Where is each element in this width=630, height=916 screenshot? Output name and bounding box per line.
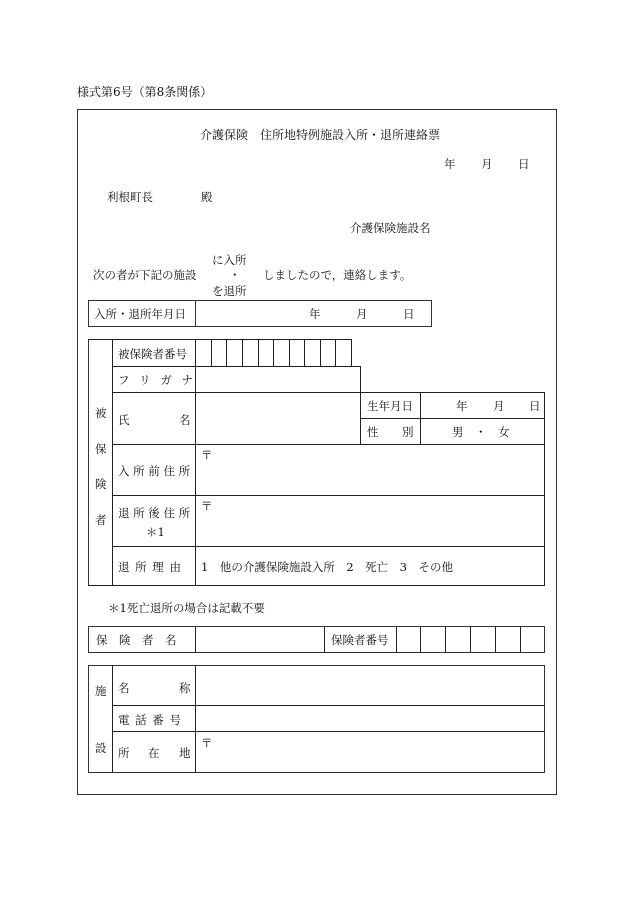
- new-address-label: 退 所 後 住 所: [118, 506, 191, 520]
- number-cell-divider: [320, 339, 321, 366]
- addressee: 利根町長: [107, 190, 153, 204]
- divider: [88, 585, 545, 586]
- divider: [324, 626, 325, 653]
- divider: [396, 626, 397, 653]
- sex-label-2: 別: [402, 425, 414, 439]
- facility-name-label-2: 称: [179, 681, 191, 695]
- divider: [112, 339, 113, 586]
- divider: [360, 418, 545, 419]
- facility-group-label-2: 設: [95, 741, 107, 755]
- insured-group-label-3: 険: [95, 477, 107, 491]
- number-cell-divider: [470, 626, 471, 653]
- divider: [112, 665, 113, 773]
- number-cell-divider: [226, 339, 227, 366]
- number-cell-divider: [304, 339, 305, 366]
- facility-postal-mark: 〒: [201, 736, 213, 750]
- number-cell-divider: [495, 626, 496, 653]
- divider: [112, 495, 545, 496]
- number-cell-divider: [258, 339, 259, 366]
- divider: [195, 300, 196, 327]
- notice-sep: ・: [229, 268, 241, 282]
- divider: [112, 546, 545, 547]
- divider: [112, 705, 545, 706]
- notice-opt2: を退所: [212, 284, 247, 298]
- number-cell-divider: [445, 626, 446, 653]
- divider: [195, 626, 196, 653]
- notice-suffix: しましたので，連絡します。: [263, 268, 412, 282]
- facility-address-label-3: 地: [179, 746, 191, 760]
- postal-mark: 〒: [201, 448, 213, 462]
- number-cell-divider: [335, 339, 336, 366]
- sex-options: 男 ・ 女: [452, 425, 510, 439]
- reason-options: 1 他の介護保険施設入所 2 死亡 3 その他: [201, 560, 453, 574]
- insurer-label: 保 険 者 名: [96, 633, 177, 647]
- form-number: 様式第6号（第8条関係）: [77, 85, 213, 99]
- number-cell-divider: [242, 339, 243, 366]
- name-label-1: 氏: [118, 413, 130, 427]
- footnote: ＊1死亡退所の場合は記載不要: [108, 601, 265, 615]
- facility-phone-label: 電 話 番 号: [118, 713, 182, 727]
- prev-address-label: 入 所 前 住 所: [118, 464, 191, 478]
- furigana-label: フ リ ガ ナ: [118, 373, 196, 387]
- number-cell-divider: [211, 339, 212, 366]
- new-address-note: ＊1: [146, 525, 165, 539]
- name-label-2: 名: [179, 413, 191, 427]
- date-month: 月: [481, 157, 493, 171]
- facility-address-label-1: 所: [118, 746, 130, 760]
- divider: [112, 392, 545, 393]
- facility-name-label: 介護保険施設名: [350, 221, 431, 235]
- divider: [112, 731, 545, 732]
- facility-group-label-1: 施: [95, 684, 107, 698]
- divider: [112, 444, 545, 445]
- move-date-year: 年: [309, 307, 321, 321]
- insurer-number-label: 保険者番号: [331, 633, 389, 647]
- number-cell-divider: [289, 339, 290, 366]
- form-title: 介護保険 住所地特例施設入所・退所連絡票: [200, 128, 441, 142]
- birth-label: 生年月日: [367, 399, 413, 413]
- number-cell-divider: [420, 626, 421, 653]
- sex-label-1: 性: [367, 425, 379, 439]
- notice-opt1: に入所: [212, 253, 247, 267]
- number-cell-divider: [273, 339, 274, 366]
- move-date-day: 日: [403, 307, 415, 321]
- divider: [195, 665, 196, 773]
- facility-name-label-1: 名: [118, 681, 130, 695]
- postal-mark: 〒: [201, 499, 213, 513]
- notice-prefix: 次の者が下記の施設: [93, 268, 197, 282]
- insured-group-label-4: 者: [95, 513, 107, 527]
- insured-group-label-2: 保: [95, 442, 107, 456]
- divider: [112, 366, 360, 367]
- honorific: 殿: [201, 190, 213, 204]
- divider: [88, 339, 351, 340]
- divider: [360, 366, 361, 392]
- insured-number-label: 被保険者番号: [118, 347, 187, 361]
- date-year: 年: [444, 157, 456, 171]
- birth-year: 年: [456, 399, 468, 413]
- divider: [544, 392, 545, 586]
- birth-month: 月: [493, 399, 505, 413]
- birth-day: 日: [529, 399, 541, 413]
- facility-address-label-2: 在: [148, 746, 160, 760]
- insured-group-label-1: 被: [95, 406, 107, 420]
- divider: [351, 339, 352, 366]
- move-date-label: 入所・退所年月日: [94, 307, 186, 321]
- number-cell-divider: [520, 626, 521, 653]
- move-date-month: 月: [356, 307, 368, 321]
- date-day: 日: [518, 157, 530, 171]
- reason-label: 退 所 理 由: [118, 560, 182, 574]
